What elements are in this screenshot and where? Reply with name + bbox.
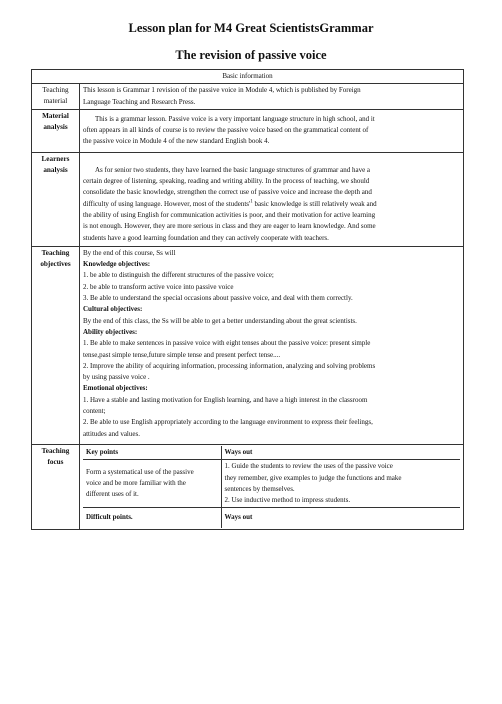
lesson-plan-table	[31, 69, 464, 530]
text-line: consolidate the basic knowledge, strengthen the correct use of passive voice and increase the depth and	[83, 188, 372, 197]
basic-information-header: Basic information	[32, 70, 464, 84]
key-points-cell	[83, 460, 221, 508]
ways-out-cell	[221, 460, 460, 508]
text-line: the passive voice in Module 4 of the new standard English book 4.	[83, 137, 270, 146]
cultural-objectives-heading: Cultural objectives:	[83, 305, 143, 314]
knowledge-objectives-heading: Knowledge objectives:	[83, 260, 151, 269]
material-analysis-content	[80, 109, 464, 152]
footnote-marker: 1	[250, 199, 253, 205]
text-line: Language Teaching and Research Press.	[83, 97, 196, 106]
list-item: 1. be able to distinguish the different structures of the passive voice;	[83, 271, 274, 280]
focus-table	[83, 446, 460, 528]
text-line: As for senior two students, they have learned the basic language structures of grammar and have a	[95, 165, 371, 174]
text-line: This lesson is Grammar 1 revision of the passive voice in Module 4, which is published by Foreign	[83, 86, 361, 95]
text-line: they remember, give examples to judge the functions and make	[224, 473, 402, 482]
text-fragment: basic knowledge is still relatively weak and	[252, 199, 377, 208]
ways-out-header-2: Ways out	[221, 508, 460, 528]
label-line: Material	[42, 111, 69, 120]
key-points-header: Key points	[83, 446, 221, 460]
text-line: the ability of using English for communication activities is poor, and their motivation for active learning	[83, 210, 376, 219]
teaching-focus-label	[32, 444, 80, 529]
ability-objectives-heading: Ability objectives:	[83, 327, 138, 336]
teaching-objectives-content	[80, 246, 464, 444]
focus-header-row	[83, 446, 460, 460]
basic-information-row	[32, 70, 464, 84]
label-line: Teaching	[42, 86, 69, 95]
learners-analysis-label	[32, 152, 80, 246]
teaching-material-row	[32, 84, 464, 110]
text-line: by using passive voice .	[83, 373, 150, 382]
list-item: 2. be able to transform active voice into passive voice	[83, 282, 234, 291]
text-line: 1. Have a stable and lasting motivation for English learning, and have a high interest in the classroom	[83, 395, 368, 404]
text-line: is not enough. However, they are more serious in class and they are eager to learn knowledge. And some	[83, 222, 376, 231]
list-item: 1. Guide the students to review the uses of the passive voice	[224, 462, 393, 471]
label-line: analysis	[43, 122, 68, 131]
label-line: Teaching	[41, 248, 70, 257]
emotional-objectives-heading: Emotional objectives:	[83, 384, 148, 393]
text-line: often appears in all kinds of course is to review the passive voice based on the grammatical content of	[83, 126, 369, 135]
text-line: 2. Be able to use English appropriately according to the language environment to express their feelings,	[83, 418, 373, 427]
text-line: voice and be more familiar with the	[86, 479, 186, 488]
text-line: different uses of it.	[86, 490, 139, 499]
text-line: By the end of this course, Ss will	[83, 248, 176, 257]
text-line	[83, 199, 460, 210]
material-analysis-row	[32, 109, 464, 152]
list-item: 3. Be able to understand the special occasions about passive voice, and deal with them correctly.	[83, 294, 353, 303]
teaching-material-content	[80, 84, 464, 110]
difficult-points-header: Difficult points.	[83, 508, 221, 528]
label-line: material	[43, 97, 68, 106]
text-line: Form a systematical use of the passive	[86, 467, 194, 476]
text-line: tense,past simple tense,future simple tense and present perfect tense....	[83, 350, 281, 359]
text-line: students have a good learning foundation and they can actively cooperate with teachers.	[83, 233, 329, 242]
teaching-objectives-row	[32, 246, 464, 444]
teaching-focus-row	[32, 444, 464, 529]
label-line: Learners	[41, 154, 70, 163]
label-line: Teaching	[41, 446, 70, 455]
text-line: certain degree of listening, speaking, reading and writing ability. In the process of teaching, we should	[83, 177, 370, 186]
label-line: objectives	[40, 259, 71, 268]
document-title: Lesson plan for M4 Great ScientistsGrammar	[128, 21, 374, 35]
text-line: 2. Improve the ability of acquiring information, processing information, analyzing and solving problems	[83, 361, 376, 370]
teaching-objectives-label	[32, 246, 80, 444]
document-subtitle: The revision of passive voice	[175, 48, 327, 62]
text-line: 1. Be able to make sentences in passive voice with eight tenses about the passive voice: present simple	[83, 339, 371, 348]
text-fragment: difficulty of using language. However, most of the students'	[83, 199, 251, 208]
difficult-points-row	[83, 508, 460, 528]
text-line: By the end of this class, the Ss will be able to get a better understanding about the great scientists.	[83, 316, 357, 325]
text-line: content;	[83, 407, 106, 416]
text-line: sentences by themselves.	[224, 484, 295, 493]
learners-analysis-row	[32, 152, 464, 246]
teaching-focus-content	[80, 444, 464, 529]
label-line: analysis	[43, 165, 68, 174]
ways-out-header: Ways out	[221, 446, 460, 460]
material-analysis-label	[32, 109, 80, 152]
learners-analysis-content	[80, 152, 464, 246]
teaching-material-label	[32, 84, 80, 110]
list-item: 2. Use inductive method to impress students.	[224, 496, 351, 505]
label-line: focus	[47, 457, 64, 466]
text-line: This is a grammar lesson. Passive voice is a very important language structure in high school, and it	[95, 114, 375, 123]
text-line: attitudes and values.	[83, 429, 140, 438]
focus-body-row	[83, 460, 460, 508]
